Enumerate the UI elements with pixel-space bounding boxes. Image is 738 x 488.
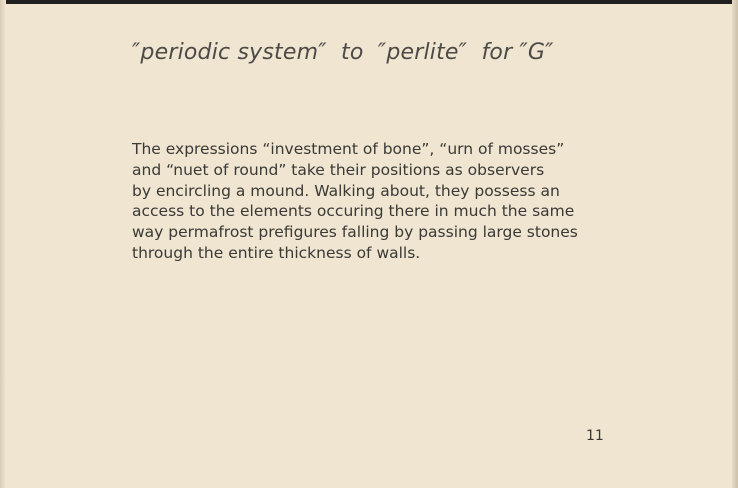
body-line-6: through the entire thickness of walls.	[132, 243, 421, 262]
body-line-1: The expressions “investment of bone”, “urn of mosses”	[132, 140, 565, 158]
body-line-4: access to the elements occuring there in much the same	[132, 202, 575, 221]
body-line-5: way permafrost prefigures falling by passing large stones	[132, 223, 578, 242]
body-paragraph	[132, 139, 612, 264]
body-line-3: by encircling a mound. Walking about, they possess an	[132, 181, 560, 200]
page-title: ″periodic system″ to ″perlite″ for ″G″	[132, 40, 554, 65]
page-edge-shadow	[0, 0, 6, 488]
body-line-2: and “nuet of round” take their positions as observers	[132, 160, 545, 179]
page-number: 11	[586, 428, 604, 444]
